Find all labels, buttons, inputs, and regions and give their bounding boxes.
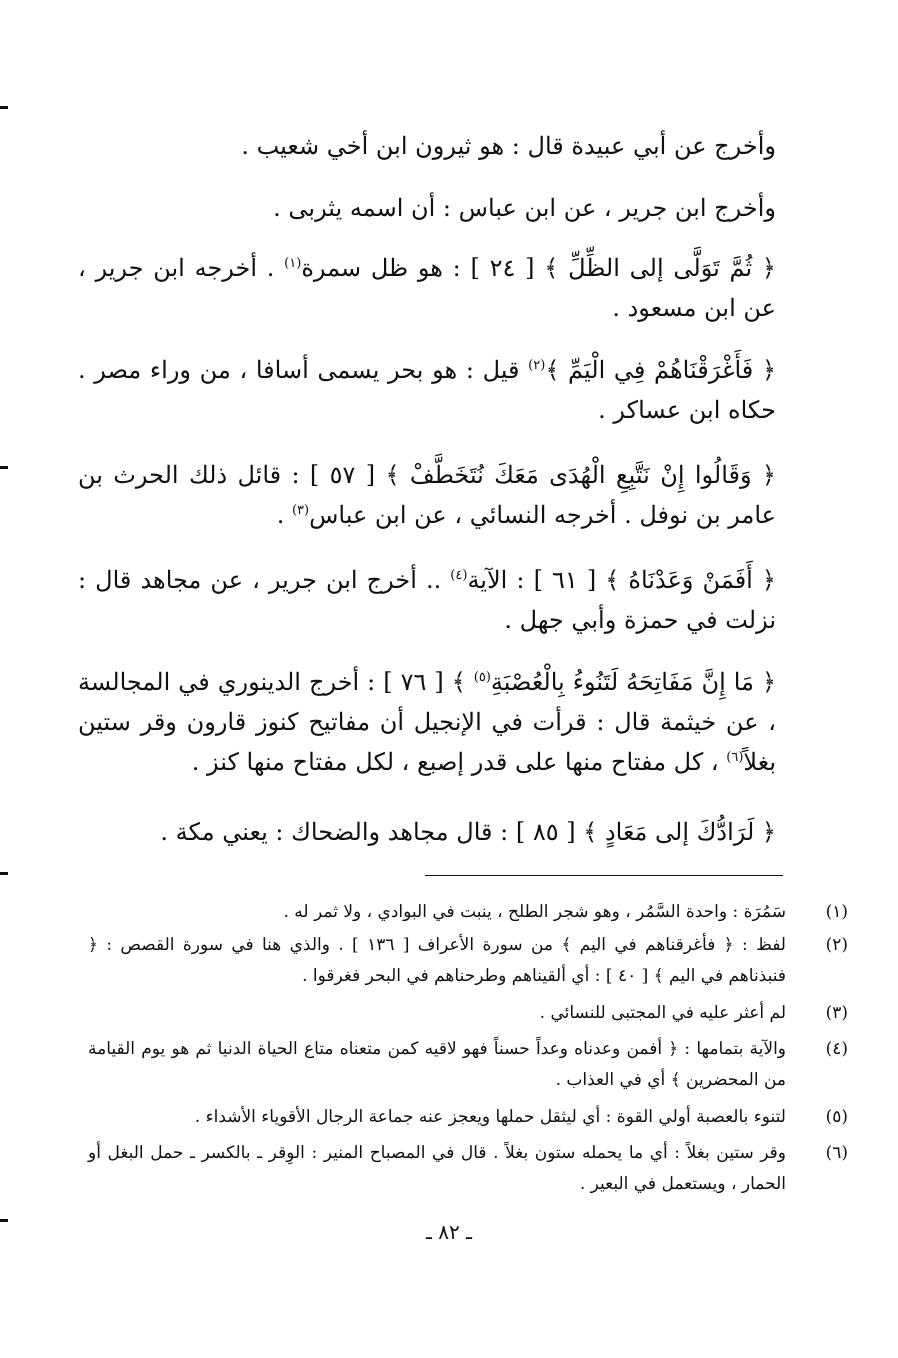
footnote-text: لتنوء بالعصبة أولي القوة : أي ليثقل حملها ويعجز عنه جماعة الرجال الأقوياء الأشداء . xyxy=(194,1107,786,1127)
margin-mark xyxy=(0,466,8,469)
paragraph-7 xyxy=(78,662,776,782)
paragraph-1: وأخرج عن أبي عبيدة قال : هو ثيرون ابن أخي شعيب . xyxy=(241,132,776,160)
paragraph-7-text-a: ﴿ مَا إِنَّ مَفَاتِحَهُ لَتَنُوءُ بِالْعُصْبَةِ xyxy=(490,668,777,696)
footnote-number: (٦) xyxy=(825,1143,848,1163)
margin-mark xyxy=(0,106,8,109)
footnote-number: (٣) xyxy=(825,1003,848,1023)
paragraph-5 xyxy=(78,455,776,535)
paragraph-5-text-b: . xyxy=(276,501,292,529)
footnote-ref-5[interactable]: (٥) xyxy=(473,670,491,685)
page-number: ـ ٨٢ ـ xyxy=(426,1220,472,1244)
footnote-number: (٥) xyxy=(825,1107,848,1127)
paragraph-7-text-c: ، كل مفتاح منها على قدر إصبع ، لكل مفتاح منها كنز . xyxy=(191,748,727,776)
footnote-ref-2[interactable]: (٢) xyxy=(528,358,546,373)
paragraph-8: ﴿ لَرَادُّكَ إلى مَعَادٍ ﴾ [ ٨٥ ] : قال مجاهد والضحاك : يعني مكة . xyxy=(160,818,776,846)
footnote-4 xyxy=(88,1034,848,1096)
footnote-text: سَمُرَة : واحدة السَّمُر ، وهو شجر الطلح ، ينبت في البوادي ، ولا ثمر له . xyxy=(283,902,786,922)
margin-mark xyxy=(0,872,8,875)
paragraph-6-text-b: .. أخرج ابن جرير ، عن مجاهد قال : نزلت في حمزة وأبي جهل . xyxy=(78,566,776,634)
paragraph-3 xyxy=(78,248,776,328)
footnote-text: لم أعثر عليه في المجتبى للنسائي . xyxy=(539,1003,786,1023)
footnote-ref-6[interactable]: (٦) xyxy=(726,750,744,765)
paragraph-4-text-a: ﴿ فَأَغْرَقْنَاهُمْ فِي الْيَمِّ ﴾ xyxy=(545,356,777,384)
paragraph-6-text-a: ﴿ أَفَمَنْ وَعَدْنَاهُ ﴾ [ ٦١ ] : الآية xyxy=(467,566,776,594)
paragraph-7-text-b: ﴾ [ ٧٦ ] : أخرج الدينوري في المجالسة ، عن خيثمة قال : قرأت في الإنجيل أن مفاتيح كنوز قارون وقر ستين بغلاً xyxy=(78,668,776,776)
footnote-number: (٢) xyxy=(825,935,848,955)
footnote-2 xyxy=(88,930,848,992)
footnote-5 xyxy=(88,1102,848,1133)
footnote-ref-3[interactable]: (٣) xyxy=(291,503,310,518)
footnote-3 xyxy=(88,998,848,1029)
paragraph-3-text-b: . أخرجه ابن جرير ، عن ابن مسعود . xyxy=(78,254,776,322)
footnote-text: وقر ستين بغلاً : أي ما يحمله ستون بغلاً . قال في المصباح المنير : الوِقر ـ بالكسر ـ حمل البغل أو الحمار ، ويستعمل في البعير . xyxy=(88,1143,786,1194)
footnote-6 xyxy=(88,1138,848,1200)
footnote-number: (٤) xyxy=(825,1039,848,1059)
paragraph-4-text-b: قيل : هو بحر يسمى أسافا ، من وراء مصر . حكاه ابن عساكر . xyxy=(78,356,776,424)
footnote-text: والآية بتمامها : ﴿ أفمن وعدناه وعداً حسناً فهو لاقيه كمن متعناه متاع الحياة الدنيا ثم هو يوم القيامة من المحضرين ﴾ أي في العذاب . xyxy=(88,1039,786,1090)
footnote-ref-4[interactable]: (٤) xyxy=(450,568,468,583)
paragraph-2: وأخرج ابن جرير ، عن ابن عباس : أن اسمه يثربى . xyxy=(273,194,776,222)
paragraph-5-text-a: ﴿ وَقَالُوا إِنْ نَتَّبِعِ الْهُدَى مَعَكَ نُتَخَطَّفْ ﴾ [ ٥٧ ] : قائل ذلك الحرث بن عامر بن نوفل . أخرجه النسائي ، عن ابن عباس xyxy=(78,461,776,529)
footnote-text: لفظ : ﴿ فأغرقناهم في اليم ﴾ من سورة الأعراف [ ١٣٦ ] . والذي هنا في سورة القصص : ﴿ فنبذناهم في اليم ﴾ [ ٤٠ ] : أي ألقيناهم وطرحناهم في البحر فغرقوا . xyxy=(88,935,786,986)
footnote-number: (١) xyxy=(825,902,848,922)
paragraph-6 xyxy=(78,560,776,640)
footnote-ref-1[interactable]: (١) xyxy=(284,256,302,271)
footnote-divider xyxy=(425,875,783,876)
paragraph-3-text-a: ﴿ ثُمَّ تَوَلَّى إلى الظِّلِّ ﴾ [ ٢٤ ] : هو ظل سمرة xyxy=(301,254,776,282)
footnote-1 xyxy=(88,897,848,928)
paragraph-4 xyxy=(78,350,776,430)
